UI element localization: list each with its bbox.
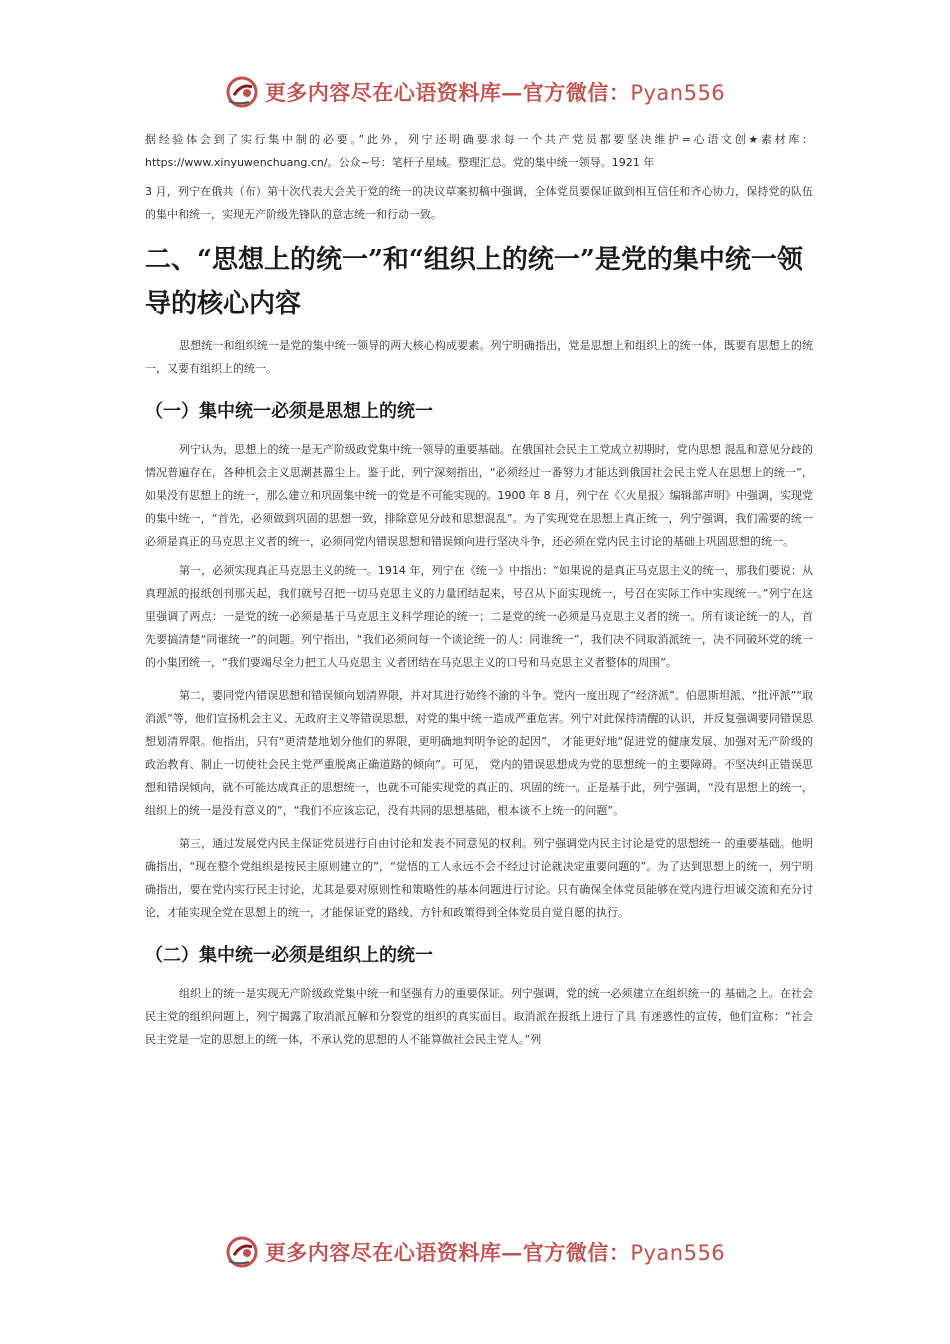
paragraph: 思想统一和组织统一是党的集中统一领导的两大核心构成要素。列宁明确指出，党是思想上和组织上的统一体，既要有思想上的统一，又要有组织上的统一。 (145, 339, 813, 375)
paragraph: 列宁认为，思想上的统一是无产阶级政党集中统一领导的重要基础。在俄国社会民主工党成立初期时，党内思想 混乱和意见分歧的情况普遍存在，各种机会主义思潮甚嚣尘上。鉴于此，列宁深刻指出，“必须经过一番努力才能达到俄国社会民主党人在思想上的统一”，如果没有思想上的统一，那么建立和巩固集中统一的党是不可能实现的。1900 年 8 月，列宁在《〈火星报〉编辑部声明》中强调，实现党的集中统一，“首先，必须做到巩固的思想一致，排除意见分歧和思想混乱”。为了实现党在思想上真正统一，列宁强调，我们需要的统一必须是真正的马克思主义者的统一，必须同党内错误思想和错误倾向进行坚决斗争，还必须在党内民主讨论的基础上巩固思想的统一。 (145, 443, 813, 548)
paragraph-continued: 据经验体会到了实行集中制的必要。”此外，列宁还明确要求每一个共产党员都要坚决维护=心语文创★素材库：https://www.xinyuwenchuang.cn/。公众~号：笔杆子星域。整理汇总。党的集中统一领导。1921 年 (145, 133, 813, 169)
header-banner (0, 72, 950, 112)
section-heading: 二、“思想上的统一”和“组织上的统一”是党的集中统一领导的核心内容 (145, 245, 803, 319)
paragraph: 第一，必须实现真正马克思主义的统一。1914 年，列宁在《统一》中指出：“如果说的是真正马克思主义的统一，那我们要说：从真理派的报纸创刊那天起，我们就号召把一切马克思主义的力量团结起来，号召从下面实现统一，号召在实际工作中实现统一。”列宁在这里强调了两点：一是党的统一必须是基于马克思主义科学理论的统一；二是党的统一必须是马克思主义者的统一。所有谈论统一的人，首先要搞清楚“同谁统一”的问题。列宁指出，“我们必须问每一个谈论统一的人：同谁统一”，我们决不同取消派统一，决不同破坏党的统一的小集团统一，“我们要竭尽全力把工人马克思主 义者团结在马克思主义的口号和马克思主义者整体的周围”。 (145, 564, 813, 669)
banner-text: 更多内容尽在心语资料库—官方微信：Pyan556 (264, 1240, 726, 1265)
brand-logo-icon (225, 1235, 259, 1269)
brand-logo-icon (225, 75, 259, 109)
paragraph: 3 月，列宁在俄共（布）第十次代表大会关于党的统一的决议草案初稿中强调，全体党员要保证做到相互信任和齐心协力，保持党的队伍的集中和统一，实现无产阶级先锋队的意志统一和行动一致。 (145, 185, 813, 221)
paragraph: 第三，通过发展党内民主保证党员进行自由讨论和发表不同意见的权利。列宁强调党内民主讨论是党的思想统一 的重要基础。他明确指出，“现在整个党组织是按民主原则建立的”，“觉悟的工人永远不会不经过讨论就决定重要问题的”。为了达到思想上的统一，列宁明确指出，要在党内实行民主讨论，尤其是要对原则性和策略性的基本问题进行讨论。只有确保全体党员能够在党内进行坦诚交流和充分讨论，才能实现全党在思想上的统一，才能保证党的路线、方针和政策得到全体党员自觉自愿的执行。 (145, 837, 813, 919)
subsection-heading: （一）集中统一必须是思想上的统一 (145, 401, 433, 422)
subsection-heading: （二）集中统一必须是组织上的统一 (145, 945, 433, 966)
paragraph: 组织上的统一是实现无产阶级政党集中统一和坚强有力的重要保证。列宁强调，党的统一必须建立在组织统一的 基础之上。在社会民主党的组织问题上，列宁揭露了取消派瓦解和分裂党的组织的真实面目。取消派在报纸上进行了具 有迷惑性的宣传，他们宣称：“社会民主党是一定的思想上的统一体，不承认党的思想的人不能算做社会民主党人。”列 (145, 987, 813, 1046)
document-body (145, 128, 813, 1051)
footer-banner (0, 1232, 950, 1272)
paragraph: 第二，要同党内错误思想和错误倾向划清界限，并对其进行始终不渝的斗争。党内一度出现了“经济派”、伯恩斯坦派、“批评派”“取消派”等，他们宣扬机会主义、无政府主义等错误思想，对党的集中统一造成严重危害。列宁对此保持清醒的认识，并反复强调要同错误思想划清界限。他指出，只有“更清楚地划分他们的界限，更明确地判明争论的起因”， 才能更好地“促进党的健康发展、加强对无产阶级的政治教育、制止一切使社会民主党严重脱离正确道路的倾向”。可见， 党内的错误思想成为党的思想统一的主要障碍。不坚决纠正错误思想和错误倾向，就不可能达成真正的思想统一，也就不可能实现党的真正的、巩固的统一。正是基于此，列宁强调，“没有思想上的统一，组织上的统一是没有意义的”，“我们不应该忘记，没有共同的思想基础，根本谈不上统一的问题”。 (145, 689, 813, 817)
banner-text: 更多内容尽在心语资料库—官方微信：Pyan556 (264, 80, 726, 105)
